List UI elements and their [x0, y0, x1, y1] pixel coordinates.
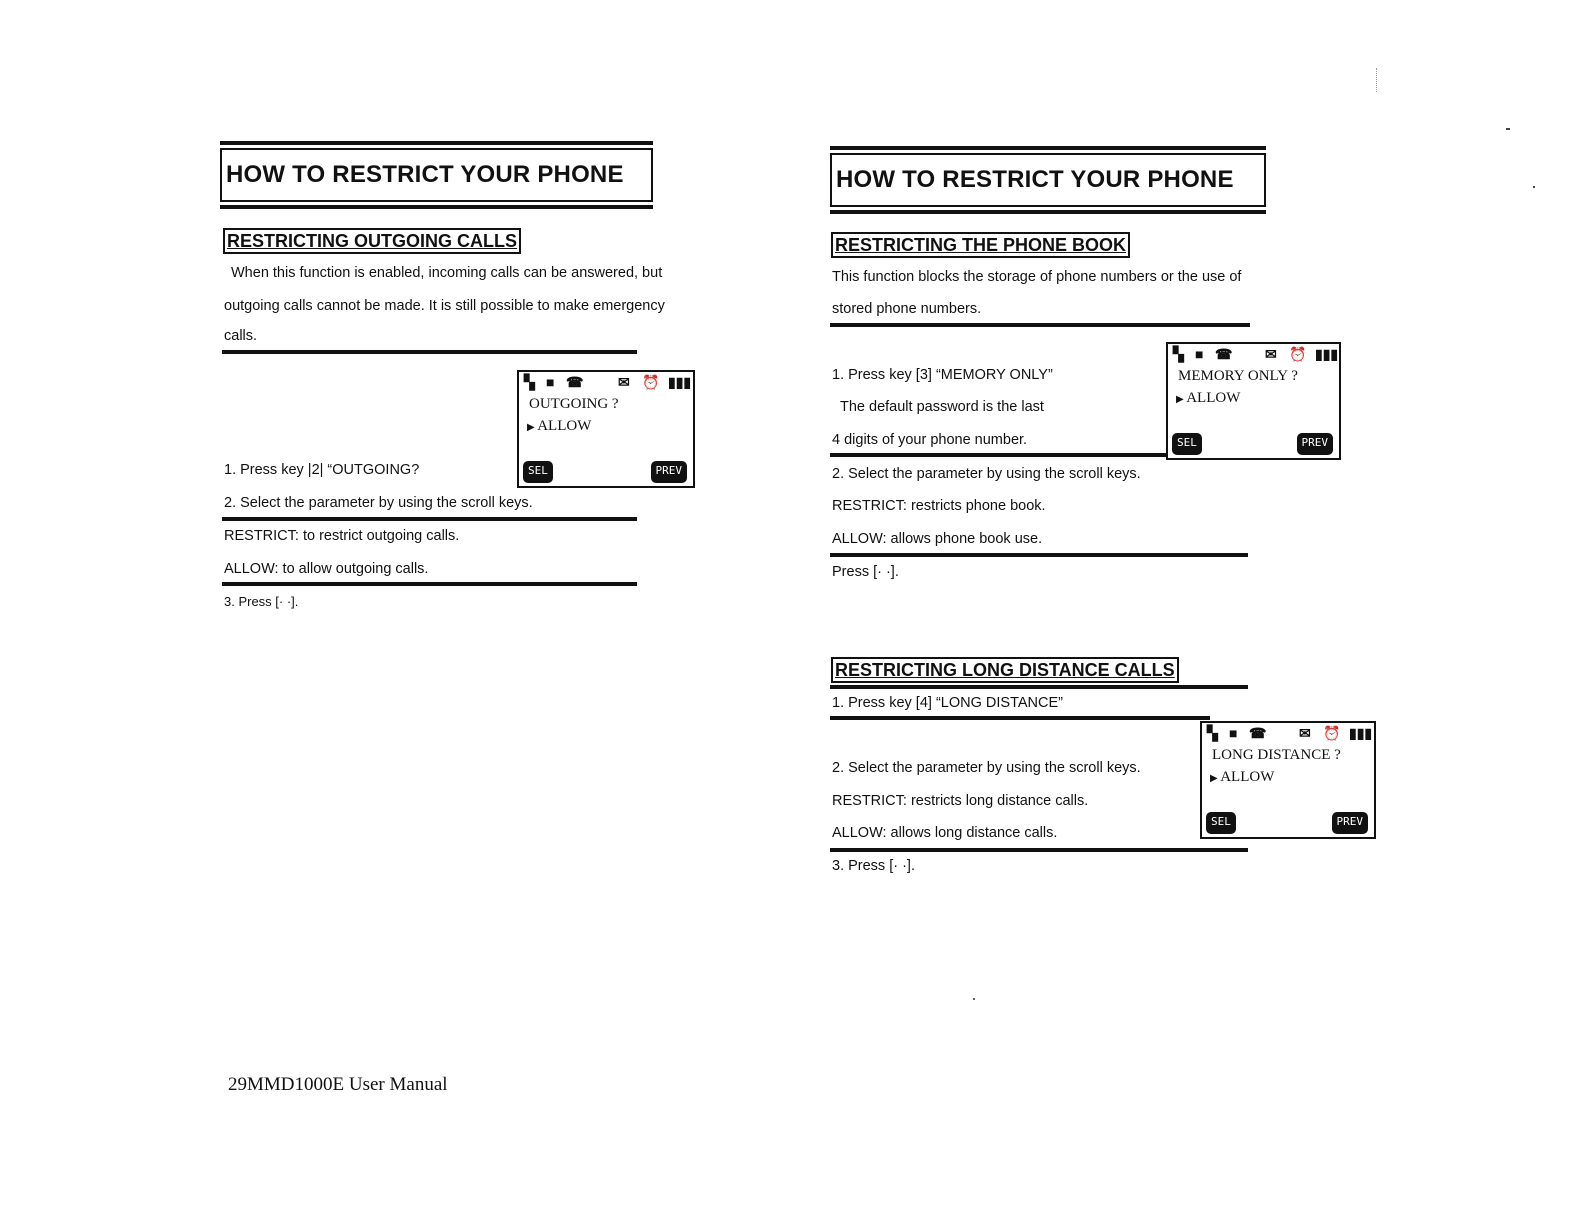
divider [830, 553, 1248, 557]
status-bar [1171, 346, 1339, 364]
battery-icon: ▮▮▮ [1315, 346, 1339, 362]
divider [830, 716, 1210, 720]
phone-screen-memory [1166, 342, 1341, 460]
alarm-icon: ⏰ [1289, 346, 1307, 362]
arrow-right-icon: ▶ [527, 422, 538, 433]
step-2: 2. Select the parameter by using the scroll keys. [832, 466, 1141, 482]
phone-icon: ☎ [566, 374, 584, 390]
intro-line: stored phone numbers. [832, 301, 982, 317]
intro-line: This function blocks the storage of phone numbers or the use of [832, 269, 1242, 285]
step-1: 1. Press key [4] “LONG DISTANCE” [832, 695, 1063, 711]
screen-option: ▶ ALLOW [1210, 769, 1275, 785]
section-title-phonebook: RESTRICTING THE PHONE BOOK [831, 232, 1130, 258]
status-bar [522, 374, 692, 392]
sel-softkey[interactable]: SEL [1172, 433, 1202, 455]
note-line: The default password is the last [840, 399, 1044, 415]
envelope-icon: ✉ [1265, 346, 1277, 362]
title-bottom-rule [220, 205, 653, 209]
screen-prompt: LONG DISTANCE ? [1212, 747, 1341, 763]
prev-softkey[interactable]: PREV [1297, 433, 1334, 455]
title-bottom-rule [830, 210, 1266, 214]
screen-option: ▶ ALLOW [1176, 390, 1241, 406]
screen-option: ▶ ALLOW [527, 418, 592, 434]
allow-desc: ALLOW: to allow outgoing calls. [224, 561, 429, 577]
step-2: 2. Select the parameter by using the scroll keys. [224, 495, 533, 511]
restrict-desc: RESTRICT: restricts long distance calls. [832, 793, 1089, 809]
alarm-icon: ⏰ [642, 374, 660, 390]
sim-icon: ■ [1229, 725, 1238, 741]
prev-softkey[interactable]: PREV [651, 461, 688, 483]
page-title-text: HOW TO RESTRICT YOUR PHONE [226, 161, 624, 188]
signal-icon: ▚ [1173, 346, 1184, 362]
arrow-right-icon: ▶ [1210, 773, 1221, 784]
page-title-right [830, 153, 1266, 207]
battery-icon: ▮▮▮ [668, 374, 692, 390]
section-title-longdistance: RESTRICTING LONG DISTANCE CALLS [831, 657, 1179, 683]
allow-desc: ALLOW: allows phone book use. [832, 531, 1043, 547]
step-3: 3. Press [· ·]. [224, 594, 299, 609]
allow-desc: ALLOW: allows long distance calls. [832, 825, 1058, 841]
scan-speck [973, 998, 975, 1000]
battery-icon: ▮▮▮ [1349, 725, 1373, 741]
intro-line: outgoing calls cannot be made. It is still possible to make emergency [224, 298, 665, 314]
envelope-icon: ✉ [618, 374, 630, 390]
phone-icon: ☎ [1215, 346, 1233, 362]
phone-screen-longdistance [1200, 721, 1376, 839]
restrict-desc: RESTRICT: restricts phone book. [832, 498, 1046, 514]
title-top-rule [830, 146, 1266, 150]
step-3: Press [· ·]. [832, 564, 899, 580]
signal-icon: ▚ [524, 374, 535, 390]
note-line: 4 digits of your phone number. [832, 432, 1028, 448]
envelope-icon: ✉ [1299, 725, 1311, 741]
section-title-outgoing: RESTRICTING OUTGOING CALLS [223, 228, 521, 254]
divider [830, 453, 1168, 457]
step-3: 3. Press [· ·]. [832, 858, 915, 874]
sim-icon: ■ [546, 374, 555, 390]
step-1: 1. Press key [3] “MEMORY ONLY” [832, 367, 1053, 383]
divider [830, 685, 1248, 689]
divider [222, 517, 637, 521]
phone-icon: ☎ [1249, 725, 1267, 741]
step-1: 1. Press key |2| “OUTGOING? [224, 462, 420, 478]
intro-line: When this function is enabled, incoming calls can be answered, but [231, 265, 663, 281]
scan-speck [1376, 68, 1378, 92]
sim-icon: ■ [1195, 346, 1204, 362]
title-top-rule [220, 141, 653, 145]
intro-line: calls. [224, 328, 258, 344]
screen-prompt: OUTGOING ? [529, 396, 619, 412]
prev-softkey[interactable]: PREV [1332, 812, 1369, 834]
arrow-right-icon: ▶ [1176, 394, 1187, 405]
phone-screen-outgoing [517, 370, 695, 488]
footer-manual-title: 29MMD1000E User Manual [228, 1074, 448, 1095]
sel-softkey[interactable]: SEL [1206, 812, 1236, 834]
page-title-text: HOW TO RESTRICT YOUR PHONE [836, 166, 1234, 193]
scan-speck [1506, 128, 1510, 130]
screen-prompt: MEMORY ONLY ? [1178, 368, 1298, 384]
sel-softkey[interactable]: SEL [523, 461, 553, 483]
step-2: 2. Select the parameter by using the scroll keys. [832, 760, 1141, 776]
divider [830, 323, 1250, 327]
scan-speck [1533, 186, 1535, 188]
divider [222, 350, 637, 354]
signal-icon: ▚ [1207, 725, 1218, 741]
restrict-desc: RESTRICT: to restrict outgoing calls. [224, 528, 460, 544]
divider [222, 582, 637, 586]
page-title-left [220, 148, 653, 202]
divider [830, 848, 1248, 852]
alarm-icon: ⏰ [1323, 725, 1341, 741]
status-bar [1205, 725, 1373, 743]
